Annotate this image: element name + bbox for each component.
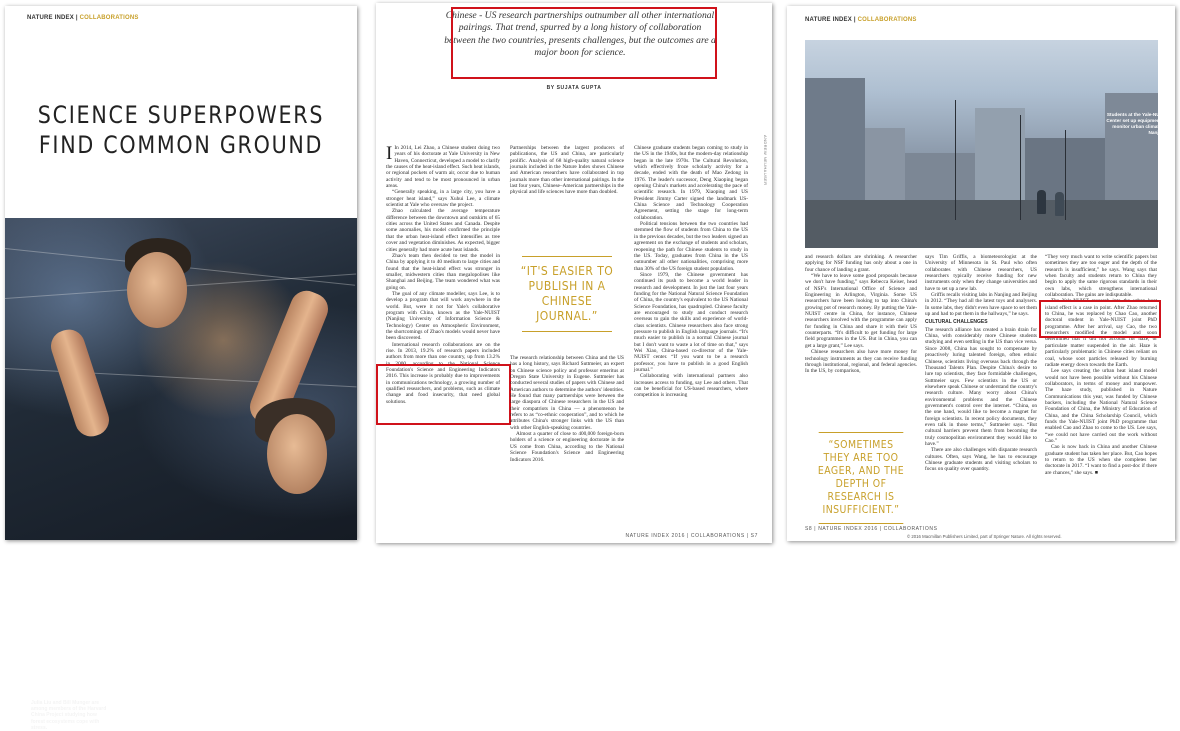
publication-name: NATURE INDEX (805, 17, 852, 23)
running-header: NATURE INDEX | COLLABORATIONS (805, 17, 917, 23)
highlight-box-standfirst (451, 7, 717, 79)
paragraph: Political tensions between the two countries had stemmed the flow of students from China to the US in the previous decades, but the two leaders signed an agreement on the exchange of students and scholars, reopening the path for Chinese students to study in the US. Today, graduates from China in the US outnumber all other nationalities, comprising more than 30% of the US foreign student population. (634, 221, 748, 272)
paragraph: Chinese graduate students began coming to study in the US in the 1940s, but the modern-day relationship began in the late 1970s. The Cultural Revolution, which effectively froze scholarly activity for a decade, ended with the death of Mao Zedong in 1976. The leader's successor, Deng Xiaoping began opening China's markets and accelerating the pace of scientific research. In 1979, Xiaoping and US President Jimmy Carter signed the landmark US-China Science and Technology Cooperation Agreement, setting the stage for long-term collaboration. (634, 145, 748, 221)
drop-cap: I (386, 143, 393, 164)
paragraph: International research collaborations are on the rise. In 2013, 19.2% of research papers included authors from more than one country, up from 13.2% in 2000, according to the National Science Foundation's Science and Engineering Indicators 2016. This increase is probably due to improvements in communications technology, a growing number of qualified researchers, and problems, such as climate change and food insecurity, that need global solutions. (386, 341, 500, 405)
photo-caption: Julia Liu and Bill Munger are among members of the Harvard China Project studying how forest ecosystems cope with stress. (31, 700, 107, 731)
paragraph: Chinese researchers also have more money for technology instruments as they can receive funding through institutional, regional, and federal agencies. In the US, by comparison, (805, 349, 917, 375)
page-1-opener (5, 6, 357, 731)
paragraph: “We have to leave some good proposals because we don't have funding,” says Rebecca Keiser, head of NSF's International Office of Science and Engineering in Arlington, Virginia. Some US researchers have been looking to tap into China's growing pot of research money. By putting the Yale-NUIST centre in China, for instance, Chinese researchers involved with the programme can apply for funding in China and share it with their US counterparts. “It's difficult to get funding for large field programmes in the US. But in China, you can get a large grant,” Lee says. (805, 273, 917, 349)
column-1 (386, 145, 500, 540)
subhead: CULTURAL CHALLENGES (925, 319, 988, 326)
column-1 (805, 254, 917, 450)
column-3 (1045, 254, 1157, 534)
photo-credit: ANDREW NEUHAUSER (763, 135, 768, 186)
page-3-article (787, 6, 1175, 541)
column-2-bottom (510, 355, 624, 535)
column-2 (925, 254, 1037, 534)
highlight-box-yale-nuist-phd (1039, 300, 1161, 338)
paragraph: Griffis recalls visiting labs in Nanjing and Beijing in 2012. “They had all the latest toys and analysers. In some labs, they didn't even have space to set them up and had to put them in the hallways,” he says. (925, 292, 1038, 318)
paragraph: I In 2014, Lei Zhao, a Chinese student doing two years of his doctorate at Yale University in New Haven, Connecticut, developed a model to clarify the causes of the heat-island effect. Such heat islands, or regional pockets of warm air, occur due to human activity and tend to be most pronounced in urban areas. (386, 143, 500, 190)
article-title (30, 100, 333, 160)
paragraph: Zhao calculated the average temperature difference between the downtown and outskirts of 65 cities across the United States and Canada. Despite some anomalies, his model confirmed the principle that the urban heat-island effect intensifies as tree cover and vegetation diminishes. As expected, bigger cities generally had more acute heat islands. (386, 208, 500, 253)
rooftop-photo (805, 40, 1167, 248)
paragraph: There are also challenges with disparate research cultures. Often, says Wang, he has to encourage Chinese graduate students and visiting scholars to focus on quality over quantity. (925, 447, 1037, 473)
paragraph: Zhao's team then decided to test the model in China by applying it to 40 medium to large cities and found that the heat-island effect was stronger in smaller, midwestern cities than megalopolises like Shanghai and Beijing. The team wondered what was going on. (386, 252, 500, 291)
paragraph: The Yale-NUIST research into the urban heat island effect is a case in point. After Zhao returned to China, he was replaced by Chao Cao, another doctoral student in Yale-NUIST joint PhD programme. After her arrival, say Cao, the two researchers modified the model and soon determined that it did not account for haze, or particulate matter suspended in the air. Haze is particularly problematic in Chinese cities reliant on coal, whose soot particles released by burning radiate energy down towards the Earth. (1045, 298, 1157, 368)
title-line-2: FIND COMMON GROUND (38, 131, 324, 159)
researchers-photo (5, 218, 357, 731)
section-name: COLLABORATIONS (79, 15, 139, 21)
paragraph: “They very much want to write scientific papers but sometimes they are too eager and the depth of the research is insufficient,” he says. Wang says that when faculty and students return to China they begin to apply the same rigorous standards in their own labs, which strengthens international collaboration. The gains are indisputable. (1045, 254, 1157, 299)
title-line-1: SCIENCE SUPERPOWERS (37, 101, 325, 129)
byline: BY SUJATA GUPTA (546, 85, 602, 91)
paragraph: The research alliance has created a brain drain for China, with considerably more Chinese students studying and even settling in the US than vice versa. Since 2008, China has sought to compensate by proactively luring talented foreign, often ethnic Chinese, scientists living overseas back through the Thousand Talents Plan. Despite China's desire to lure top scientists, they face formidable challenges, Suttmeier says. Few scientists in the US or elsewhere speak Chinese or understand the country's research culture. Many worry about China's environmental problems and the Chinese government's control over the internet. “China, on the one hand, would like to become a magnet for foreign scientists. In recent policy documents, they even talk in those terms,” Suttmeier says. “But cultural barriers prevent them from becoming the truly cosmopolitan environment they would like to have.” (925, 326, 1037, 447)
publication-name: NATURE INDEX (27, 15, 74, 21)
page-footer: NATURE INDEX 2016 | COLLABORATIONS | S7 (625, 533, 758, 539)
paragraph: and research dollars are shrinking. A researcher applying for NSF funding has only about a one in four chance of landing a grant. (805, 254, 917, 273)
pull-quote: “IT'S EASIER TO PUBLISH IN A CHINESE JOURNAL.” (516, 256, 619, 332)
page-footer: S8 | NATURE INDEX 2016 | COLLABORATIONS (805, 526, 938, 532)
running-header: NATURE INDEX | COLLABORATIONS (27, 15, 139, 21)
paragraph: “Generally speaking, in a large city, you have a stronger heat island,” says Xuhui Lee, a climate scientist at Yale who oversaw the project. (386, 189, 500, 209)
paragraph: The research relationship between China and the US has a long history, says Richard Suttmeier, an expert on Chinese science policy and professor emeritus at Oregon State University in Eugene. Suttmeier has conducted several studies of papers with Chinese and American authors to determine the authors' identities. He found that many partnerships were between the large diaspora of Chinese researchers in the US and their compatriots in China — a phenomenon he refers to as “co-ethnic cooperation”, and to which he attributes China's stronger links with the US than with other English-speaking countries. (510, 355, 624, 431)
paragraph: Cao is now back in China and another Chinese graduate student has taken her place. But, Cao hopes to return to the US when she completes her doctorate in 2017. “I want to find a post-doc if there are chances,” she says. ■ (1045, 444, 1157, 476)
standfirst: Chinese - US research partnerships outnumber all other international pairings. That trend, spurred by a long history of collaboration between the two countries, presents challenges, but the outcomes are a major boon for science. (444, 10, 716, 59)
column-3 (634, 145, 748, 533)
paragraph: Lee says creating the urban heat island model would not have been possible without his Chinese collaborators, in terms of money and manpower. The haze study, published in Nature Communications this year, was funded by Chinese backers, including the National Natural Science Foundation of China, the Ministry of Education of China, and the China Scholarship Council, which funds the Yale-NUIST joint PhD programme that enabled Cao and Zhao to come to the US. Lee says, “we could not have carried out the work without Cao.” (1045, 368, 1157, 444)
page-2-article (376, 3, 772, 543)
paragraph: The goal of any climate modeller, says Lee, is to develop a program that will work anywhere in the world. But, were it not for Yale's collaborative program with China, known as the Yale-NUIST (Nanjing University of Information Science & Technology) Center on Atmospheric Environment, the shortcomings of Zhao's models would never have been discovered. (386, 290, 500, 342)
paragraph: Almost a quarter of close to 400,000 foreign-born holders of a science or engineering doctorate in the US come from China, according to the National Science Foundation's Science and Engineering Indicators 2016. (510, 431, 624, 463)
photo-caption: Students at the Yale-NUIST Center set up equipment to monitor urban climate in Nanjing. (1106, 112, 1167, 135)
paragraph: Partnerships between the largest producers of publications, the US and China, are particularly prolific. Analysis of 68 high-quality natural science journals included in the Nature Index shows Chinese and American researchers have collaborated in top journals more than other international pairings. In the last four years, Chinese–American partnerships in the physical and life sciences have more than doubled. (510, 145, 624, 196)
section-name: COLLABORATIONS (857, 17, 917, 23)
paragraph: Since 1979, the Chinese government has continued its push to become a world leader in research and development. In just the last four years funding for the National Natural Science Foundation of China, the country's equivalent to the US National Science Foundation, has quadrupled. Chinese faculty are encouraged to study and conduct research overseas to gain the skills and experience of world-class scientists. Chinese researchers also face strong pressure to publish in English language journals. “It's much easier to publish in a normal Chinese journal but I don't want to waste a lot of time on that,” says Wei Xiao, China-based co-director of the Yale-NUIST center. “If you want to be a research professor, you have to publish in a good English journal.” (634, 271, 748, 374)
column-2-top (510, 145, 624, 235)
highlight-box-yale-nuist (376, 364, 511, 425)
pull-quote: “SOMETIMES THEY ARE TOO EAGER, AND THE DEPTH OF RESEARCH IS INSUFFICIENT.” (814, 432, 908, 524)
copyright-line: © 2016 Macmillan Publishers Limited, part of Springer Nature. All rights reserved. (907, 534, 1062, 539)
paragraph: says Tim Griffis, a biometeorologist at the University of Minnesota in St. Paul who often collaborates with Chinese researchers, US researchers typically receive funding for new instruments only when they change universities and have to set up a new lab. (925, 254, 1037, 292)
paragraph: Collaborating with international partners also increases access to funding, say Lee and others. That can be beneficial for US-based researchers, where competition is increasing (634, 373, 748, 399)
